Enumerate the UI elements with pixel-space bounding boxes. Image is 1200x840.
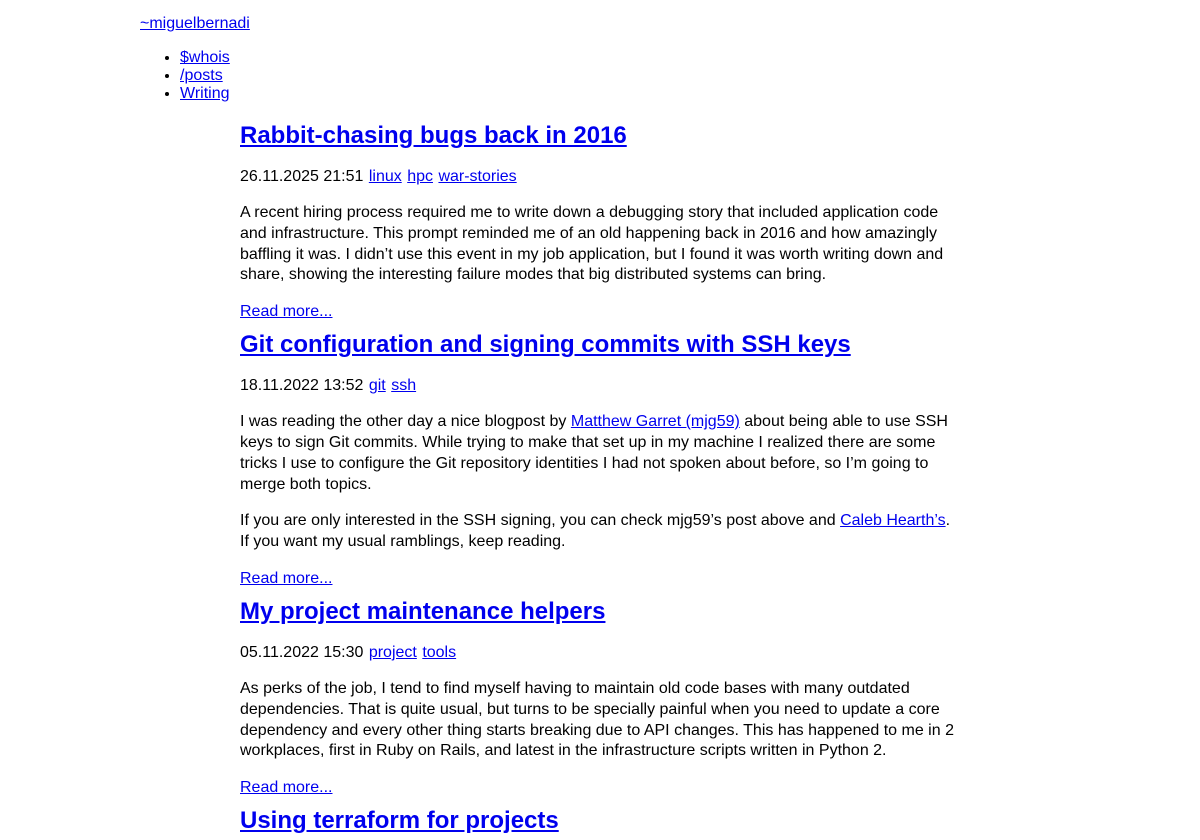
tag-link[interactable]: tools xyxy=(422,643,457,661)
post-title-link[interactable]: Rabbit-chasing bugs back in 2016 xyxy=(240,122,627,149)
read-more-link[interactable]: Read more... xyxy=(240,569,333,587)
excerpt-text: I was reading the other day a nice blogpost by xyxy=(240,413,571,431)
post-date: 05.11.2022 15:30 xyxy=(240,643,364,661)
nav-item-posts xyxy=(180,67,230,85)
post-excerpt: A recent hiring process required me to write down a debugging story that included application code and infrastructure. This prompt reminded me of an old happening back in 2016 and how amazingly baffling it was. I didn’t use this event in my job application, but I found it was worth writing down and share, showing the interesting failure modes that big distributed systems can bring. xyxy=(240,204,944,284)
post-meta xyxy=(240,376,960,396)
tag-link[interactable]: ssh xyxy=(391,377,417,395)
post-item xyxy=(240,593,960,798)
nav-link-posts[interactable]: /posts xyxy=(180,67,223,84)
post-excerpt xyxy=(240,412,960,495)
post-title-link[interactable]: My project maintenance helpers xyxy=(240,597,606,625)
excerpt-text: about being able to use SSH keys to sign Git commits. While trying to make that set up in my machine I realized there are some tricks I use to configure the Git repository identities I had not spoken about before, so I’m going to merge both topics. xyxy=(240,413,948,493)
read-more-link[interactable]: Read more... xyxy=(240,779,333,797)
post-excerpt xyxy=(240,511,960,553)
post-title xyxy=(240,593,960,631)
main-nav xyxy=(140,49,230,103)
post-meta xyxy=(240,643,960,663)
post-title xyxy=(240,117,960,155)
post-item xyxy=(240,802,960,840)
inline-link-mjg59[interactable]: Matthew Garret (mjg59) xyxy=(570,413,740,431)
nav-item-whois xyxy=(180,49,230,67)
excerpt-text: . If you want my usual ramblings, keep reading. xyxy=(240,512,951,551)
post-item xyxy=(240,326,960,589)
post-title xyxy=(240,326,960,364)
post-meta xyxy=(240,167,960,187)
site-title-link[interactable]: ~miguelbernadi xyxy=(140,15,250,32)
read-more-link[interactable]: Read more... xyxy=(240,303,333,321)
post-title-link[interactable]: Git configuration and signing commits with SSH keys xyxy=(240,331,851,359)
nav-item-writing xyxy=(180,85,230,103)
tag-link[interactable]: project xyxy=(368,643,417,661)
post-date: 18.11.2022 13:52 xyxy=(240,377,364,395)
post-title xyxy=(240,802,960,840)
post-title-link[interactable]: Using terraform for projects xyxy=(240,807,559,835)
post-date: 26.11.2025 21:51 xyxy=(240,168,364,185)
post-excerpt: As perks of the job, I tend to find myself having to maintain old code bases with many outdated dependencies. That is quite usual, but turns to be specially painful when you need to update a core dependency and every other thing starts breaking due to API changes. This has happened to me in 2 workplaces, first in Ruby on Rails, and latest in the infrastructure scripts written in Python 2. xyxy=(240,679,954,760)
inline-link-caleb-hearth[interactable]: Caleb Hearth’s xyxy=(840,512,946,530)
tag-link[interactable]: war-stories xyxy=(438,168,517,185)
tag-link[interactable]: hpc xyxy=(407,168,433,185)
tag-link[interactable]: linux xyxy=(368,168,402,185)
excerpt-text: If you are only interested in the SSH signing, you can check mjg59’s post above and xyxy=(240,512,841,530)
nav-link-writing[interactable]: Writing xyxy=(180,85,230,102)
nav-link-whois[interactable]: $whois xyxy=(180,49,230,66)
post-item xyxy=(240,117,960,322)
tag-link[interactable]: git xyxy=(368,377,386,395)
post-list xyxy=(240,117,960,840)
